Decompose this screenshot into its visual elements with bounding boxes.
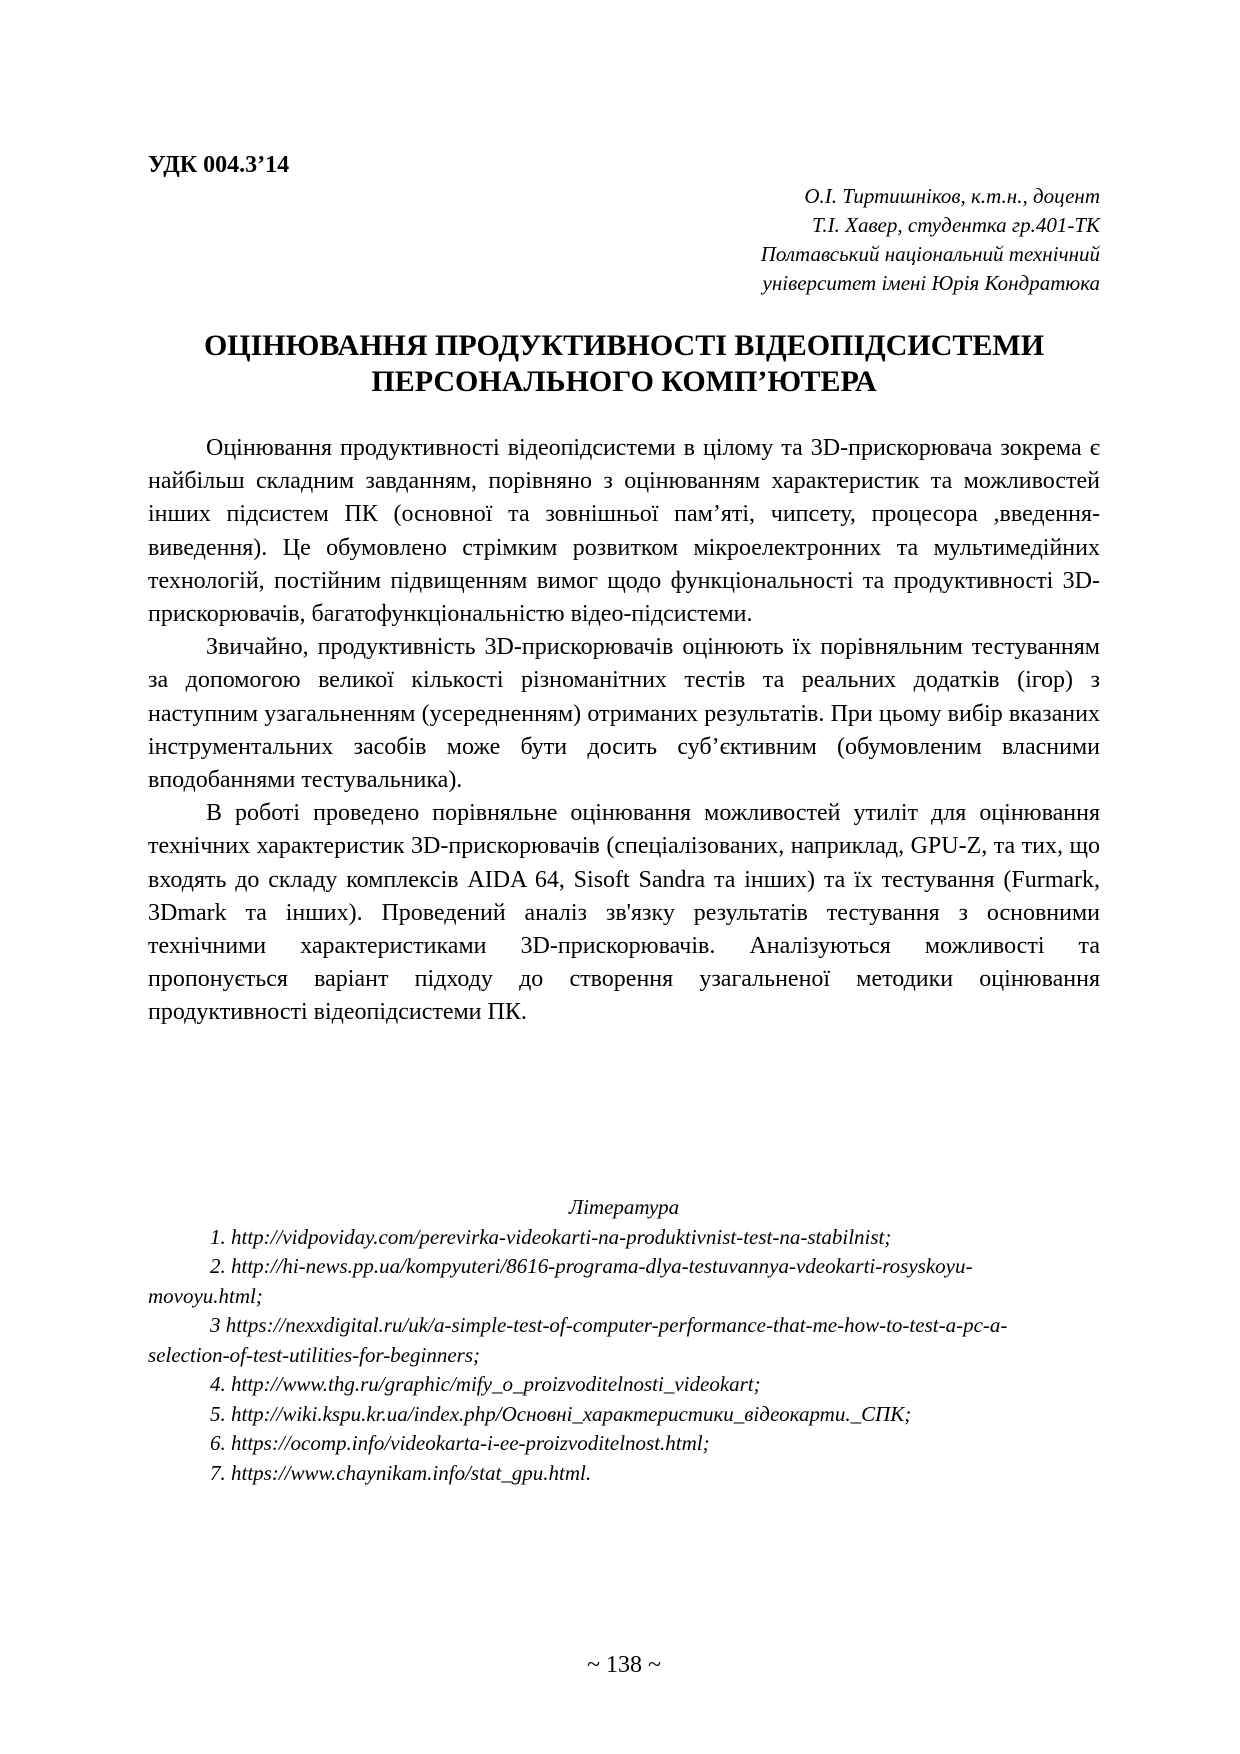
document-page — [148, 0, 1100, 1754]
reference-item: 3 https://nexxdigital.ru/uk/a-simple-test-of-computer-performance-that-me-how-to-test-a-pc-a-selection-of-test-utilities-for-beginners; — [148, 1313, 1008, 1367]
body-paragraph: В роботі проведено порівняльне оцінювання можливостей утиліт для оцінювання технічних характеристик 3D-прискорювачів (спеціалізованих, наприклад, GPU-Z, та тих, що входять до складу комплексів AIDA 64, Sisoft Sandra та інших) та їх тестування (Furmark, 3Dmark та інших). Проведений аналіз зв'язку результатів тестування з основними технічними характеристиками 3D-прискорювачів. Аналізуються можливості та пропонується варіант підходу до створення узагальненої методики оцінювання продуктивності відеопідсистеми ПК. — [148, 800, 1100, 1026]
author-block — [580, 182, 1100, 298]
title-line: ОЦІНЮВАННЯ ПРОДУКТИВНОСТІ ВІДЕОПІДСИСТЕМИ — [203, 329, 1045, 362]
paper-title — [148, 328, 1100, 400]
reference-item: 2. http://hi-news.pp.ua/kompyuteri/8616-programa-dlya-testuvannya-vdeokarti-rosyskoyu-movoyu.html; — [148, 1254, 973, 1308]
page-number: ~ 138 ~ — [587, 1652, 661, 1678]
references-section — [148, 1193, 1100, 1488]
abstract-body — [148, 432, 1100, 1030]
references-heading: Література — [568, 1195, 680, 1219]
references-list — [148, 1223, 1100, 1489]
reference-item: 7. https://www.chaynikam.info/stat_gpu.html. — [210, 1460, 592, 1485]
affiliation-line: університет імені Юрія Кондратюка — [762, 271, 1100, 295]
reference-item: 6. https://ocomp.info/videokarta-i-ee-proizvoditelnost.html; — [210, 1431, 710, 1455]
affiliation-line: Полтавський національний технічний — [760, 242, 1100, 266]
author-line: О.І. Тиртишніков, к.т.н., доцент — [804, 184, 1100, 208]
author-line: Т.І. Хавер, студентка гр.401-ТК — [812, 213, 1100, 237]
reference-item: 1. http://vidpoviday.com/perevirka-videokarti-na-produktivnist-test-na-stabilnist; — [210, 1224, 892, 1249]
udc-code: УДК 004.3’14 — [148, 152, 290, 178]
body-paragraph: Оцінювання продуктивності відеопідсистеми в цілому та 3D-прискорювача зокрема є найбільш складним завданням, порівняно з оцінюванням характеристик та можливостей інших підсистем ПК (основної та зовнішньої пам’яті, чипсету, процесора ,введення-виведення). Це обумовлено стрімким розвитком мікроелектронних та мультимедійних технологій, постійним підвищенням вимог щодо функціональності та продуктивності 3D-прискорювачів, багатофункціональністю відео-підсистеми. — [148, 435, 1100, 628]
body-paragraph: Звичайно, продуктивність 3D-прискорювачів оцінюють їх порівняльним тестуванням за допомогою великої кількості різноманітних тестів та реальних додатків (ігор) з наступним узагальненням (усередненням) отриманих результатів. При цьому вибір вказаних інструментальних засобів може бути досить суб’єктивним (обумовленим власними вподобаннями тестувальника). — [148, 634, 1100, 794]
reference-item: 5. http://wiki.kspu.kr.ua/index.php/Основні_характеристики_відеокарти._СПК; — [210, 1401, 912, 1426]
title-line: ПЕРСОНАЛЬНОГО КОМП’ЮТЕРА — [371, 365, 877, 398]
reference-item: 4. http://www.thg.ru/graphic/mify_o_proizvoditelnosti_videokart; — [210, 1372, 761, 1396]
